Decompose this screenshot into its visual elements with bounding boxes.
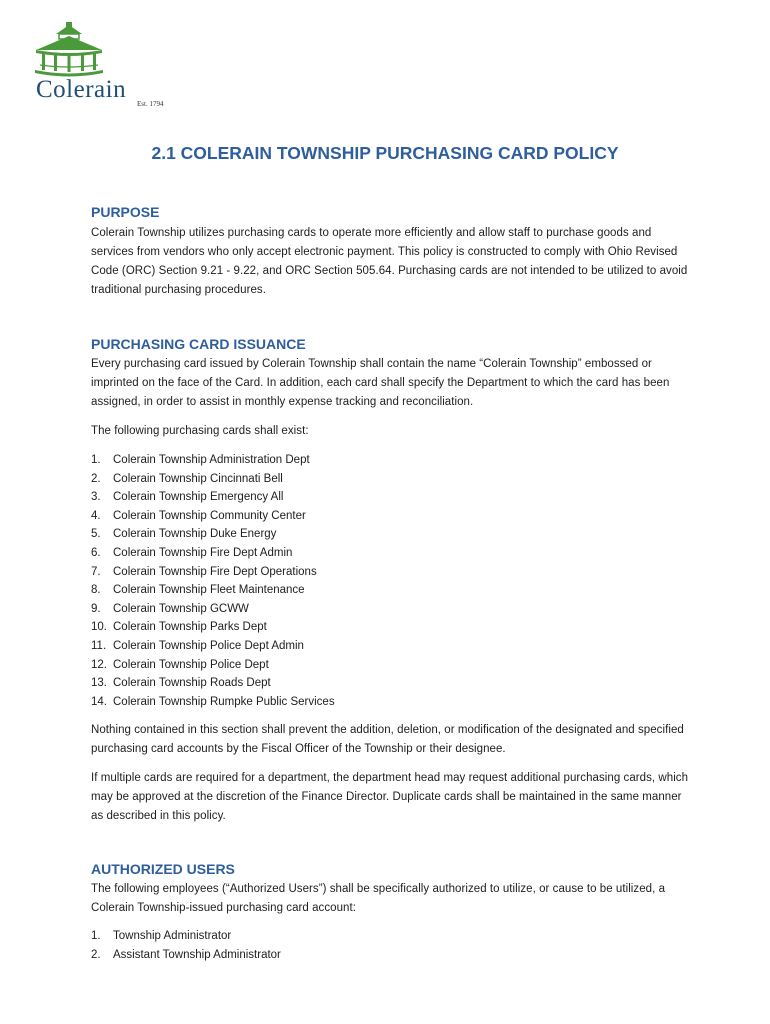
document-title: 2.1 COLERAIN TOWNSHIP PURCHASING CARD POLICY	[151, 143, 619, 163]
logo-wordmark: Colerain	[36, 76, 127, 103]
list-item: 10. Colerain Township Parks Dept	[91, 621, 267, 634]
list-item: 7. Colerain Township Fire Dept Operations	[91, 565, 317, 578]
list-item: 8. Colerain Township Fleet Maintenance	[91, 584, 305, 597]
authorized-users-list	[91, 927, 691, 964]
list-item: 2. Colerain Township Cincinnati Bell	[91, 472, 283, 485]
authorized-users-heading: AUTHORIZED USERS	[91, 861, 235, 878]
nothing-contained-text: Nothing contained in this section shall prevent the addition, deletion, or modification of the designated and specified purchasing card accounts by the Fiscal Officer of the Township or their designee.	[91, 724, 684, 756]
cards-list-intro: The following purchasing cards shall exist:	[91, 425, 309, 437]
list-item: 5. Colerain Township Duke Energy	[91, 528, 277, 541]
purpose-heading: PURPOSE	[91, 204, 160, 220]
logo-established: Est. 1794	[137, 100, 164, 108]
list-item: 9. Colerain Township GCWW	[91, 602, 249, 615]
list-item: 14. Colerain Township Rumpke Public Services	[91, 695, 335, 708]
list-item: 12. Colerain Township Police Dept	[91, 658, 269, 671]
issuance-intro: Every purchasing card issued by Colerain Township shall contain the name “Colerain Township” embossed or imprinted on the face of the Card. In addition, each card shall specify the Department to which the card has been assigned, in order to assist in monthly expense tracking and reconciliation.	[91, 358, 670, 408]
gazebo-icon	[32, 22, 172, 82]
list-item: 3. Colerain Township Emergency All	[91, 491, 284, 504]
list-item: 1. Township Administrator	[91, 930, 232, 943]
list-item: 2. Assistant Township Administrator	[91, 948, 281, 961]
list-item: 4. Colerain Township Community Center	[91, 509, 306, 522]
purchasing-cards-list	[91, 451, 691, 711]
multiple-cards-text: If multiple cards are required for a department, the department head may request additional purchasing cards, which may be approved at the discretion of the Finance Director. Duplicate cards shall be maintained in the same manner as described in this policy.	[91, 772, 689, 823]
authorized-users-intro: The following employees (“Authorized Users”) shall be specifically authorized to utilize, or cause to be utilized, a Colerain Township-issued purchasing card account:	[91, 883, 666, 915]
list-item: 13. Colerain Township Roads Dept	[91, 677, 271, 690]
purpose-text: Colerain Township utilizes purchasing cards to operate more efficiently and allow staff to purchase goods and services from vendors who only accept electronic payment. This policy is constructed to comply with Ohio Revised Code (ORC) Section 9.21 - 9.22, and ORC Section 505.64. Purchasing cards are not intended to be utilized to avoid traditional purchasing procedures.	[91, 227, 688, 296]
document-body	[91, 203, 691, 965]
list-item: 1. Colerain Township Administration Dept	[91, 454, 310, 466]
issuance-heading: PURCHASING CARD ISSUANCE	[91, 336, 306, 352]
list-item: 11. Colerain Township Police Dept Admin	[91, 639, 304, 652]
list-item: 6. Colerain Township Fire Dept Admin	[91, 546, 293, 559]
